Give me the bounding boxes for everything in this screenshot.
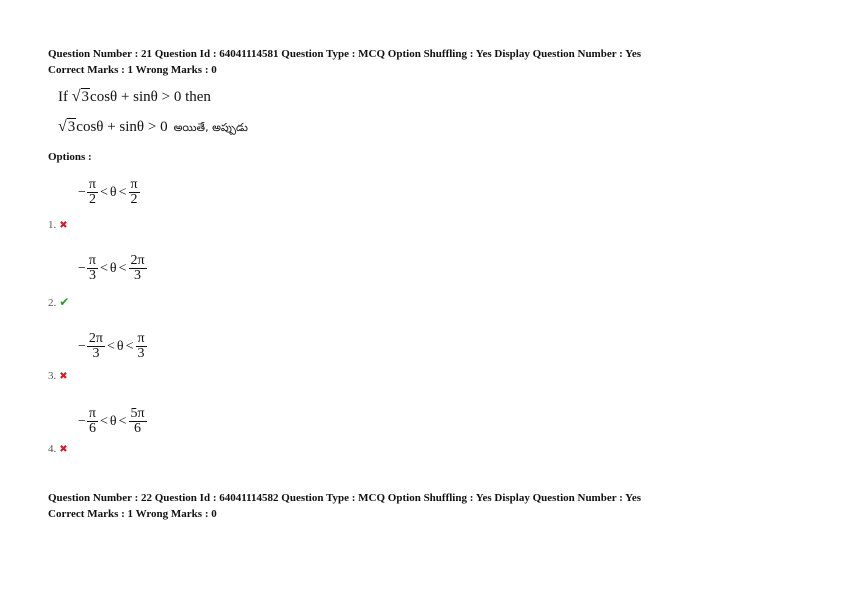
question-expression-te: cosθ + sinθ > 0: [76, 119, 168, 135]
numerator: 2π: [130, 253, 145, 268]
theta: θ: [109, 413, 117, 429]
option-4-number[interactable]: [48, 443, 68, 455]
question-then-word: then: [185, 89, 211, 105]
less-than: <: [118, 413, 127, 429]
less-than: <: [118, 184, 127, 200]
fraction-right: [129, 407, 147, 436]
denominator: 6: [134, 421, 142, 436]
minus-sign: −: [78, 413, 86, 429]
numerator: π: [88, 177, 96, 192]
numerator: 2π: [88, 331, 103, 346]
wrong-cross-icon: ✖: [59, 371, 68, 382]
option-1-expression: [78, 178, 140, 207]
denominator: 3: [137, 346, 145, 361]
option-3-number[interactable]: [48, 370, 68, 382]
option-number-label: 1.: [48, 219, 57, 231]
radical-sign: √: [58, 118, 67, 135]
sqrt-radicand: 3: [81, 89, 90, 105]
minus-sign: −: [78, 184, 86, 200]
less-than: <: [118, 260, 127, 276]
option-number-label: 2.: [48, 297, 57, 309]
fraction-left: [87, 178, 98, 207]
denominator: 3: [92, 346, 100, 361]
minus-sign: −: [78, 260, 86, 276]
less-than: <: [99, 413, 108, 429]
sqrt-three-te: [58, 118, 76, 136]
theta: θ: [109, 260, 117, 276]
question-text-english: [58, 88, 211, 106]
fraction-right: [129, 178, 140, 207]
denominator: 3: [88, 268, 96, 283]
less-than: <: [125, 338, 134, 354]
numerator: 5π: [130, 406, 145, 421]
numerator: π: [137, 331, 145, 346]
option-number-label: 3.: [48, 370, 57, 382]
denominator: 2: [88, 192, 96, 207]
numerator: π: [88, 406, 96, 421]
numerator: π: [130, 177, 138, 192]
option-2-expression: [78, 254, 147, 283]
fraction-right: [129, 254, 147, 283]
question-telugu-suffix: అయితే, అప్పుడు: [173, 121, 248, 134]
less-than: <: [106, 338, 115, 354]
theta: θ: [109, 184, 117, 200]
question-22-marks: Correct Marks : 1 Wrong Marks : 0: [48, 508, 217, 520]
option-3-expression: [78, 332, 147, 361]
wrong-cross-icon: ✖: [59, 444, 68, 455]
less-than: <: [99, 260, 108, 276]
wrong-cross-icon: ✖: [59, 220, 68, 231]
question-text-telugu: [58, 118, 248, 137]
minus-sign: −: [78, 338, 86, 354]
option-1-number[interactable]: [48, 219, 68, 231]
denominator: 6: [88, 421, 96, 436]
fraction-left: [87, 254, 98, 283]
correct-check-icon: ✔: [59, 295, 70, 309]
sqrt-three: [72, 88, 90, 106]
denominator: 2: [130, 192, 138, 207]
radical-sign: √: [71, 88, 81, 105]
question-expression: cosθ + sinθ > 0: [90, 89, 182, 105]
question-22-header: Question Number : 22 Question Id : 64041114582 Question Type : MCQ Option Shuffling : Yes Display Question Number : Yes: [48, 492, 642, 504]
option-4-expression: [78, 407, 147, 436]
theta: θ: [116, 338, 124, 354]
fraction-left: [87, 332, 105, 361]
sqrt-radicand: 3: [67, 119, 76, 135]
fraction-left: [87, 407, 98, 436]
fraction-right: [136, 332, 147, 361]
option-2-number[interactable]: [48, 295, 69, 309]
denominator: 3: [134, 268, 142, 283]
options-label: Options :: [48, 151, 92, 163]
question-21-marks: Correct Marks : 1 Wrong Marks : 0: [48, 64, 217, 76]
numerator: π: [88, 253, 96, 268]
question-21-header: Question Number : 21 Question Id : 64041114581 Question Type : MCQ Option Shuffling : Yes Display Question Number : Yes: [48, 48, 642, 60]
option-number-label: 4.: [48, 443, 57, 455]
question-if-word: If: [58, 89, 68, 105]
less-than: <: [99, 184, 108, 200]
